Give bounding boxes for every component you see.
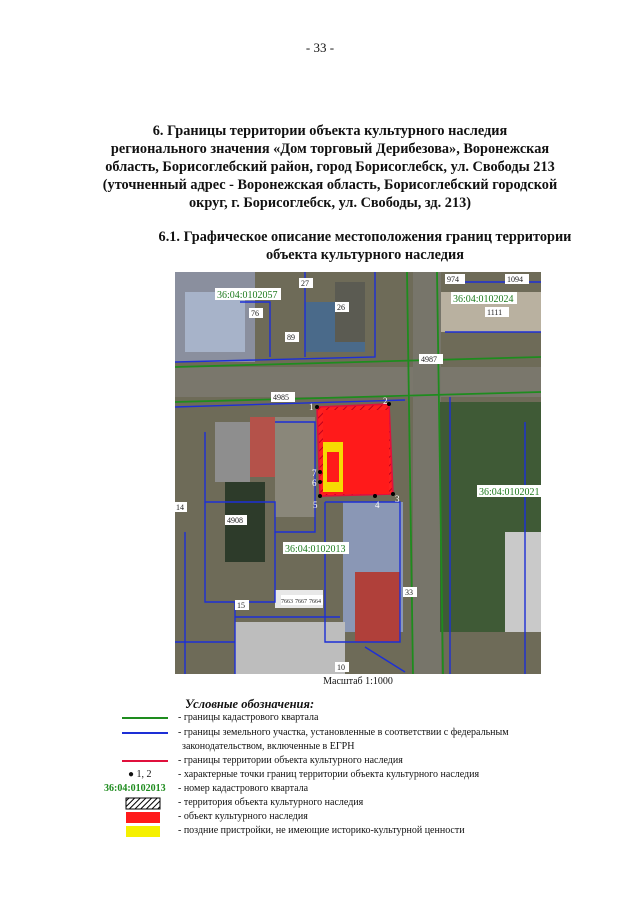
building-roof: [215, 422, 250, 482]
parcel-label: 33: [405, 588, 413, 597]
map-scale: Масштаб 1:1000: [323, 676, 393, 687]
parcel-label: 7667: [295, 599, 307, 605]
parcel-label: 26: [337, 303, 345, 312]
parcel-label: 27: [301, 279, 309, 288]
point-label: 7: [312, 468, 317, 478]
heritage-object: [327, 452, 339, 482]
red-fill-icon: [118, 811, 176, 825]
legend-text: - границы кадастрового квартала: [178, 712, 319, 723]
section-title-line: (уточненный адрес - Воронежская область, Борисоглебский городской: [102, 177, 558, 193]
section-title-line: регионального значения «Дом торговый Дерибезова», Воронежская: [110, 141, 550, 157]
legend-text: - границы земельного участка, установленные в соответствии с федеральным: [178, 727, 509, 738]
parcel-label: 1094: [507, 275, 523, 284]
legend-text: - характерные точки границ территории объекта культурного наследия: [178, 769, 480, 780]
legend-text: - границы территории объекта культурного наследия: [178, 755, 403, 766]
subsection-title-line: 6.1. Графическое описание местоположения границ территории: [158, 229, 572, 245]
parcel-label: 89: [287, 333, 295, 342]
legend-text: - поздние пристройки, не имеющие историко-культурной ценности: [178, 825, 465, 836]
page-number: - 33 -: [305, 40, 335, 55]
quarter-label: 36:04:0102013: [285, 544, 346, 555]
red-line-icon: [118, 755, 176, 769]
green-line-icon: [118, 712, 176, 726]
parcel-label: 7663: [281, 599, 293, 605]
subsection-title-line: объекта культурного наследия: [266, 247, 464, 263]
quarter-label: 36:04:0102057: [217, 290, 278, 301]
quarter-label: 36:04:0102021: [479, 487, 540, 498]
parcel-label: 10: [337, 663, 345, 672]
section-title: [80, 122, 580, 212]
section-title-line: 6. Границы территории объекта культурного наследия: [152, 123, 508, 139]
cadastral-map: [175, 272, 541, 674]
quarter-label: 36:04:0102024: [453, 294, 514, 305]
point-label: 4: [375, 500, 380, 510]
subsection-title: [120, 228, 610, 264]
plaza: [505, 532, 541, 632]
parcel-label: 76: [251, 309, 259, 318]
section-title-line: область, Борисоглебский район, город Борисоглебск, ул. Свободы 213: [105, 159, 555, 175]
point-label: 2: [383, 396, 388, 406]
point-label: 6: [312, 478, 317, 488]
point-label: 5: [313, 500, 318, 510]
building-roof: [355, 572, 400, 642]
parcel-label: 14: [176, 503, 184, 512]
legend-text-continued: законодательством, включенные в ЕГРН: [182, 741, 355, 752]
street: [413, 272, 441, 674]
quarter-number-sample: 36:04:0102013: [104, 783, 166, 794]
building-roof: [235, 622, 345, 674]
parcel-label: 4987: [421, 355, 437, 364]
parcel-label: 4908: [227, 516, 243, 525]
building-roof: [250, 417, 275, 477]
building-roof: [275, 417, 315, 517]
legend-title: Условные обозначения:: [185, 697, 315, 711]
street: [175, 367, 541, 397]
point-symbol-icon: ● 1, 2: [128, 769, 152, 780]
map-svg: [175, 272, 541, 674]
legend-text: - территория объекта культурного наследия: [178, 797, 364, 808]
parcel-label: 7664: [309, 599, 321, 605]
point-label: 1: [309, 402, 314, 412]
legend-text: - объект культурного наследия: [178, 811, 308, 822]
blue-line-icon: [118, 727, 176, 741]
yellow-fill-icon: [118, 825, 176, 839]
building-roof: [185, 292, 245, 352]
parcel-label: 1111: [487, 308, 503, 317]
section-title-line: округ, г. Борисоглебск, ул. Свободы, зд. 213): [188, 195, 472, 211]
parcel-label: 4985: [273, 393, 289, 402]
parcel-label: 15: [237, 601, 245, 610]
parcel-label: 974: [447, 275, 459, 284]
point-label: 3: [395, 494, 400, 504]
legend-text: - номер кадастрового квартала: [178, 783, 309, 794]
hatch-icon: [118, 797, 176, 811]
